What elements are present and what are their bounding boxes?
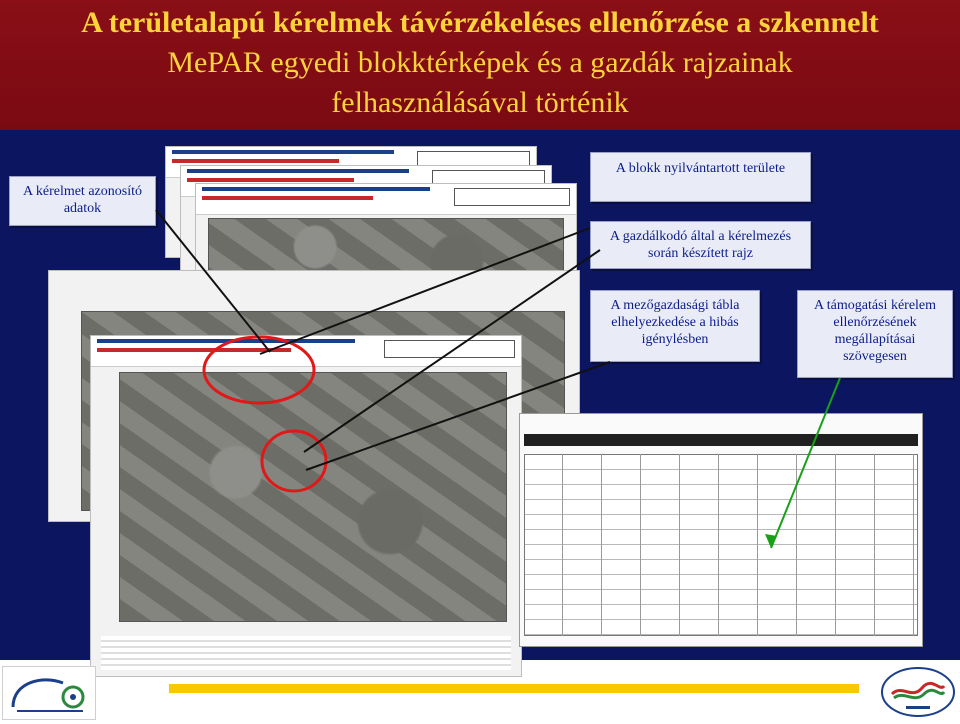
title-line-1: A területalapú kérelmek távérzékeléses ellenőrzése a szkennelt xyxy=(81,6,879,39)
fomi-logo-icon xyxy=(2,666,96,720)
pointer-tabla xyxy=(306,362,610,470)
callout-rajz: A gazdálkodó által a kérelmezés során készített rajz xyxy=(590,221,811,269)
callout-azonosito: A kérelmet azonosító adatok xyxy=(9,176,156,226)
callout-blokk: A blokk nyilvántartott területe xyxy=(590,152,811,202)
callout-tabla: A mezőgazdasági tábla elhelyezkedése a hibás igénylésben xyxy=(590,290,760,362)
title-line-3: felhasználásával történik xyxy=(331,86,629,119)
title-line-2: MePAR egyedi blokktérképek és a gazdák rajzainak xyxy=(167,46,793,79)
highlight-ellipse-parcel xyxy=(262,431,326,491)
footer-accent-bar xyxy=(169,684,859,693)
remote-sensing-centre-logo-icon xyxy=(878,666,958,718)
pointer-tamogatasi xyxy=(771,378,840,548)
highlight-ellipse-header xyxy=(204,337,314,403)
pointer-azonosito xyxy=(156,210,270,352)
arrowhead-tamogatasi xyxy=(765,534,777,548)
callout-tamogatasi: A támogatási kérelem ellenőrzésének megállapításai szövegesen xyxy=(797,290,953,378)
